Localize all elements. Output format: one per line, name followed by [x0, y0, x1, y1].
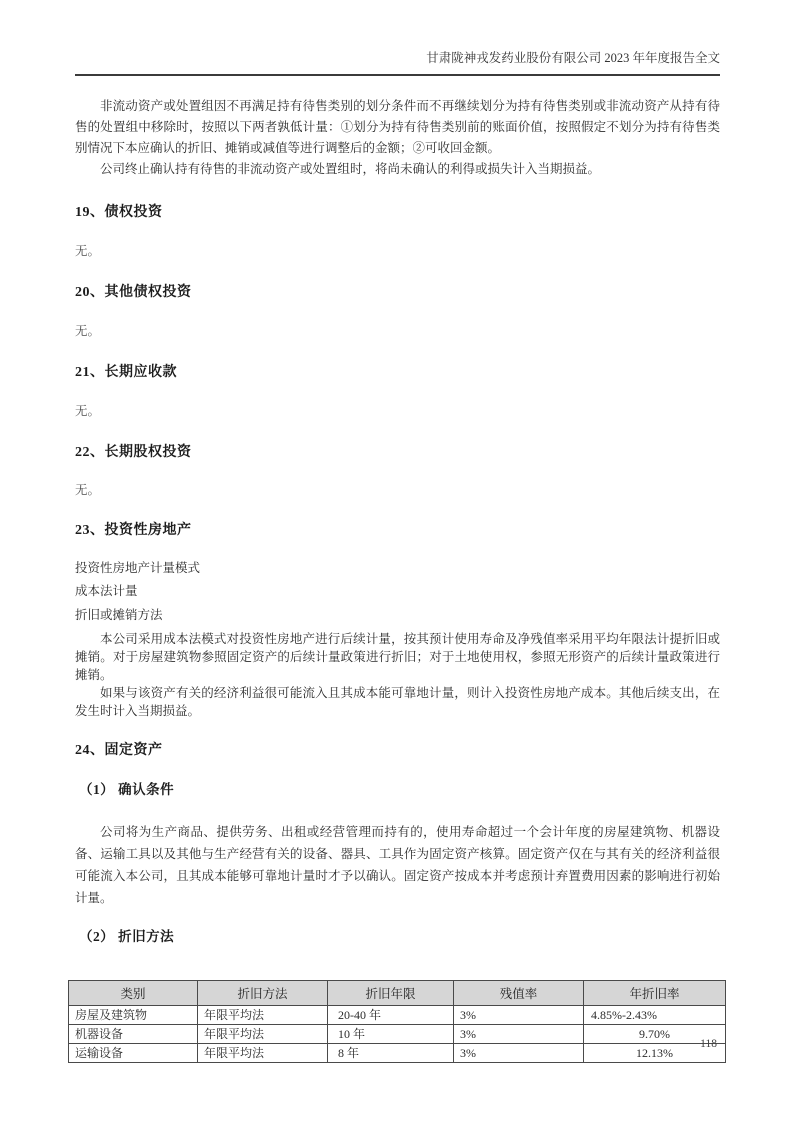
paragraph-fixed-assets: 公司将为生产商品、提供劳务、出租或经营管理而持有的，使用寿命超过一个会计年度的房屋建筑物、机器设备、运输工具以及其他与生产经营有关的设备、器具、工具作为固定资产核算。固定资产仅在与其有关的经济利益很可能流入本公司，且其成本能够可靠地计量时才予以确认。固定资产按成本并考虑预计弃置费用因素的影响进行初始计量。	[75, 825, 720, 905]
cell-category: 机器设备	[69, 1025, 198, 1044]
cell-annual-rate: 12.13%	[584, 1044, 726, 1063]
table-row-machinery	[69, 1025, 726, 1044]
paragraph-held-for-sale-1: 非流动资产或处置组因不再满足持有待售类别的划分条件而不再继续划分为持有待售类别或非流动资产从持有待售的处置组中移除时，按照以下两者孰低计量：①划分为持有待售类别前的账面价值，按照假定不划分为持有待售类别情况下本应确认的折旧、摊销或减值等进行调整后的金额；②可收回金额。	[75, 99, 720, 155]
page-content	[0, 96, 793, 1063]
section-heading-22: 22、长期股权投资	[75, 445, 192, 460]
section-heading-24: 24、固定资产	[75, 743, 163, 758]
investment-property-cost-method: 成本法计量	[75, 584, 138, 598]
investment-property-measure-mode: 投资性房地产计量模式	[75, 561, 201, 575]
cell-residual-rate: 3%	[454, 1025, 584, 1044]
cell-method: 年限平均法	[198, 1006, 328, 1025]
section-heading-23: 23、投资性房地产	[75, 523, 192, 538]
cell-method: 年限平均法	[198, 1044, 328, 1063]
section-heading-20: 20、其他债权投资	[75, 285, 192, 300]
page-header	[0, 0, 793, 76]
table-row-buildings	[69, 1006, 726, 1025]
subsection-heading-depreciation: （2） 折旧方法	[79, 929, 175, 944]
depreciation-table	[68, 980, 726, 1063]
cell-years: 10 年	[328, 1025, 454, 1044]
section-body-21: 无。	[75, 404, 101, 418]
cell-residual-rate: 3%	[454, 1006, 584, 1025]
section-body-22: 无。	[75, 483, 101, 497]
report-title: 甘肃陇神戎发药业股份有限公司 2023 年年度报告全文	[426, 51, 720, 65]
section-body-20: 无。	[75, 324, 101, 338]
cell-years: 20-40 年	[328, 1006, 454, 1025]
paragraph-held-for-sale-2: 公司终止确认持有待售的非流动资产或处置组时，将尚未确认的利得或损失计入当期损益。	[100, 162, 601, 176]
cell-category: 运输设备	[69, 1044, 198, 1063]
section-heading-21: 21、长期应收款	[75, 365, 177, 380]
table-header-years: 折旧年限	[328, 981, 454, 1006]
cell-years: 8 年	[328, 1044, 454, 1063]
table-row-transport	[69, 1044, 726, 1063]
cell-method: 年限平均法	[198, 1025, 328, 1044]
table-header-residual-rate: 残值率	[454, 981, 584, 1006]
table-header-method: 折旧方法	[198, 981, 328, 1006]
subsection-heading-recognition: （1） 确认条件	[79, 782, 175, 797]
table-header-row	[69, 981, 726, 1006]
cell-category: 房屋及建筑物	[69, 1006, 198, 1025]
section-heading-19: 19、债权投资	[75, 205, 163, 220]
section-body-19: 无。	[75, 244, 101, 258]
investment-property-depreciation-method: 折旧或摊销方法	[75, 608, 163, 622]
cell-annual-rate: 4.85%-2.43%	[584, 1006, 726, 1025]
cell-annual-rate: 9.70%	[584, 1025, 726, 1044]
paragraph-investment-property-2: 如果与该资产有关的经济利益很可能流入且其成本能可靠地计量，则计入投资性房地产成本。其他后续支出，在发生时计入当期损益。	[75, 686, 720, 718]
header-divider	[75, 74, 720, 76]
cell-residual-rate: 3%	[454, 1044, 584, 1063]
table-header-category: 类别	[69, 981, 198, 1006]
table-header-annual-rate: 年折旧率	[584, 981, 726, 1006]
paragraph-investment-property-1: 本公司采用成本法模式对投资性房地产进行后续计量，按其预计使用寿命及净残值率采用平均年限法计提折旧或摊销。对于房屋建筑物参照固定资产的后续计量政策进行折旧；对于土地使用权，参照无形资产的后续计量政策进行摊销。	[75, 632, 720, 682]
page-number: 118	[700, 1038, 717, 1050]
